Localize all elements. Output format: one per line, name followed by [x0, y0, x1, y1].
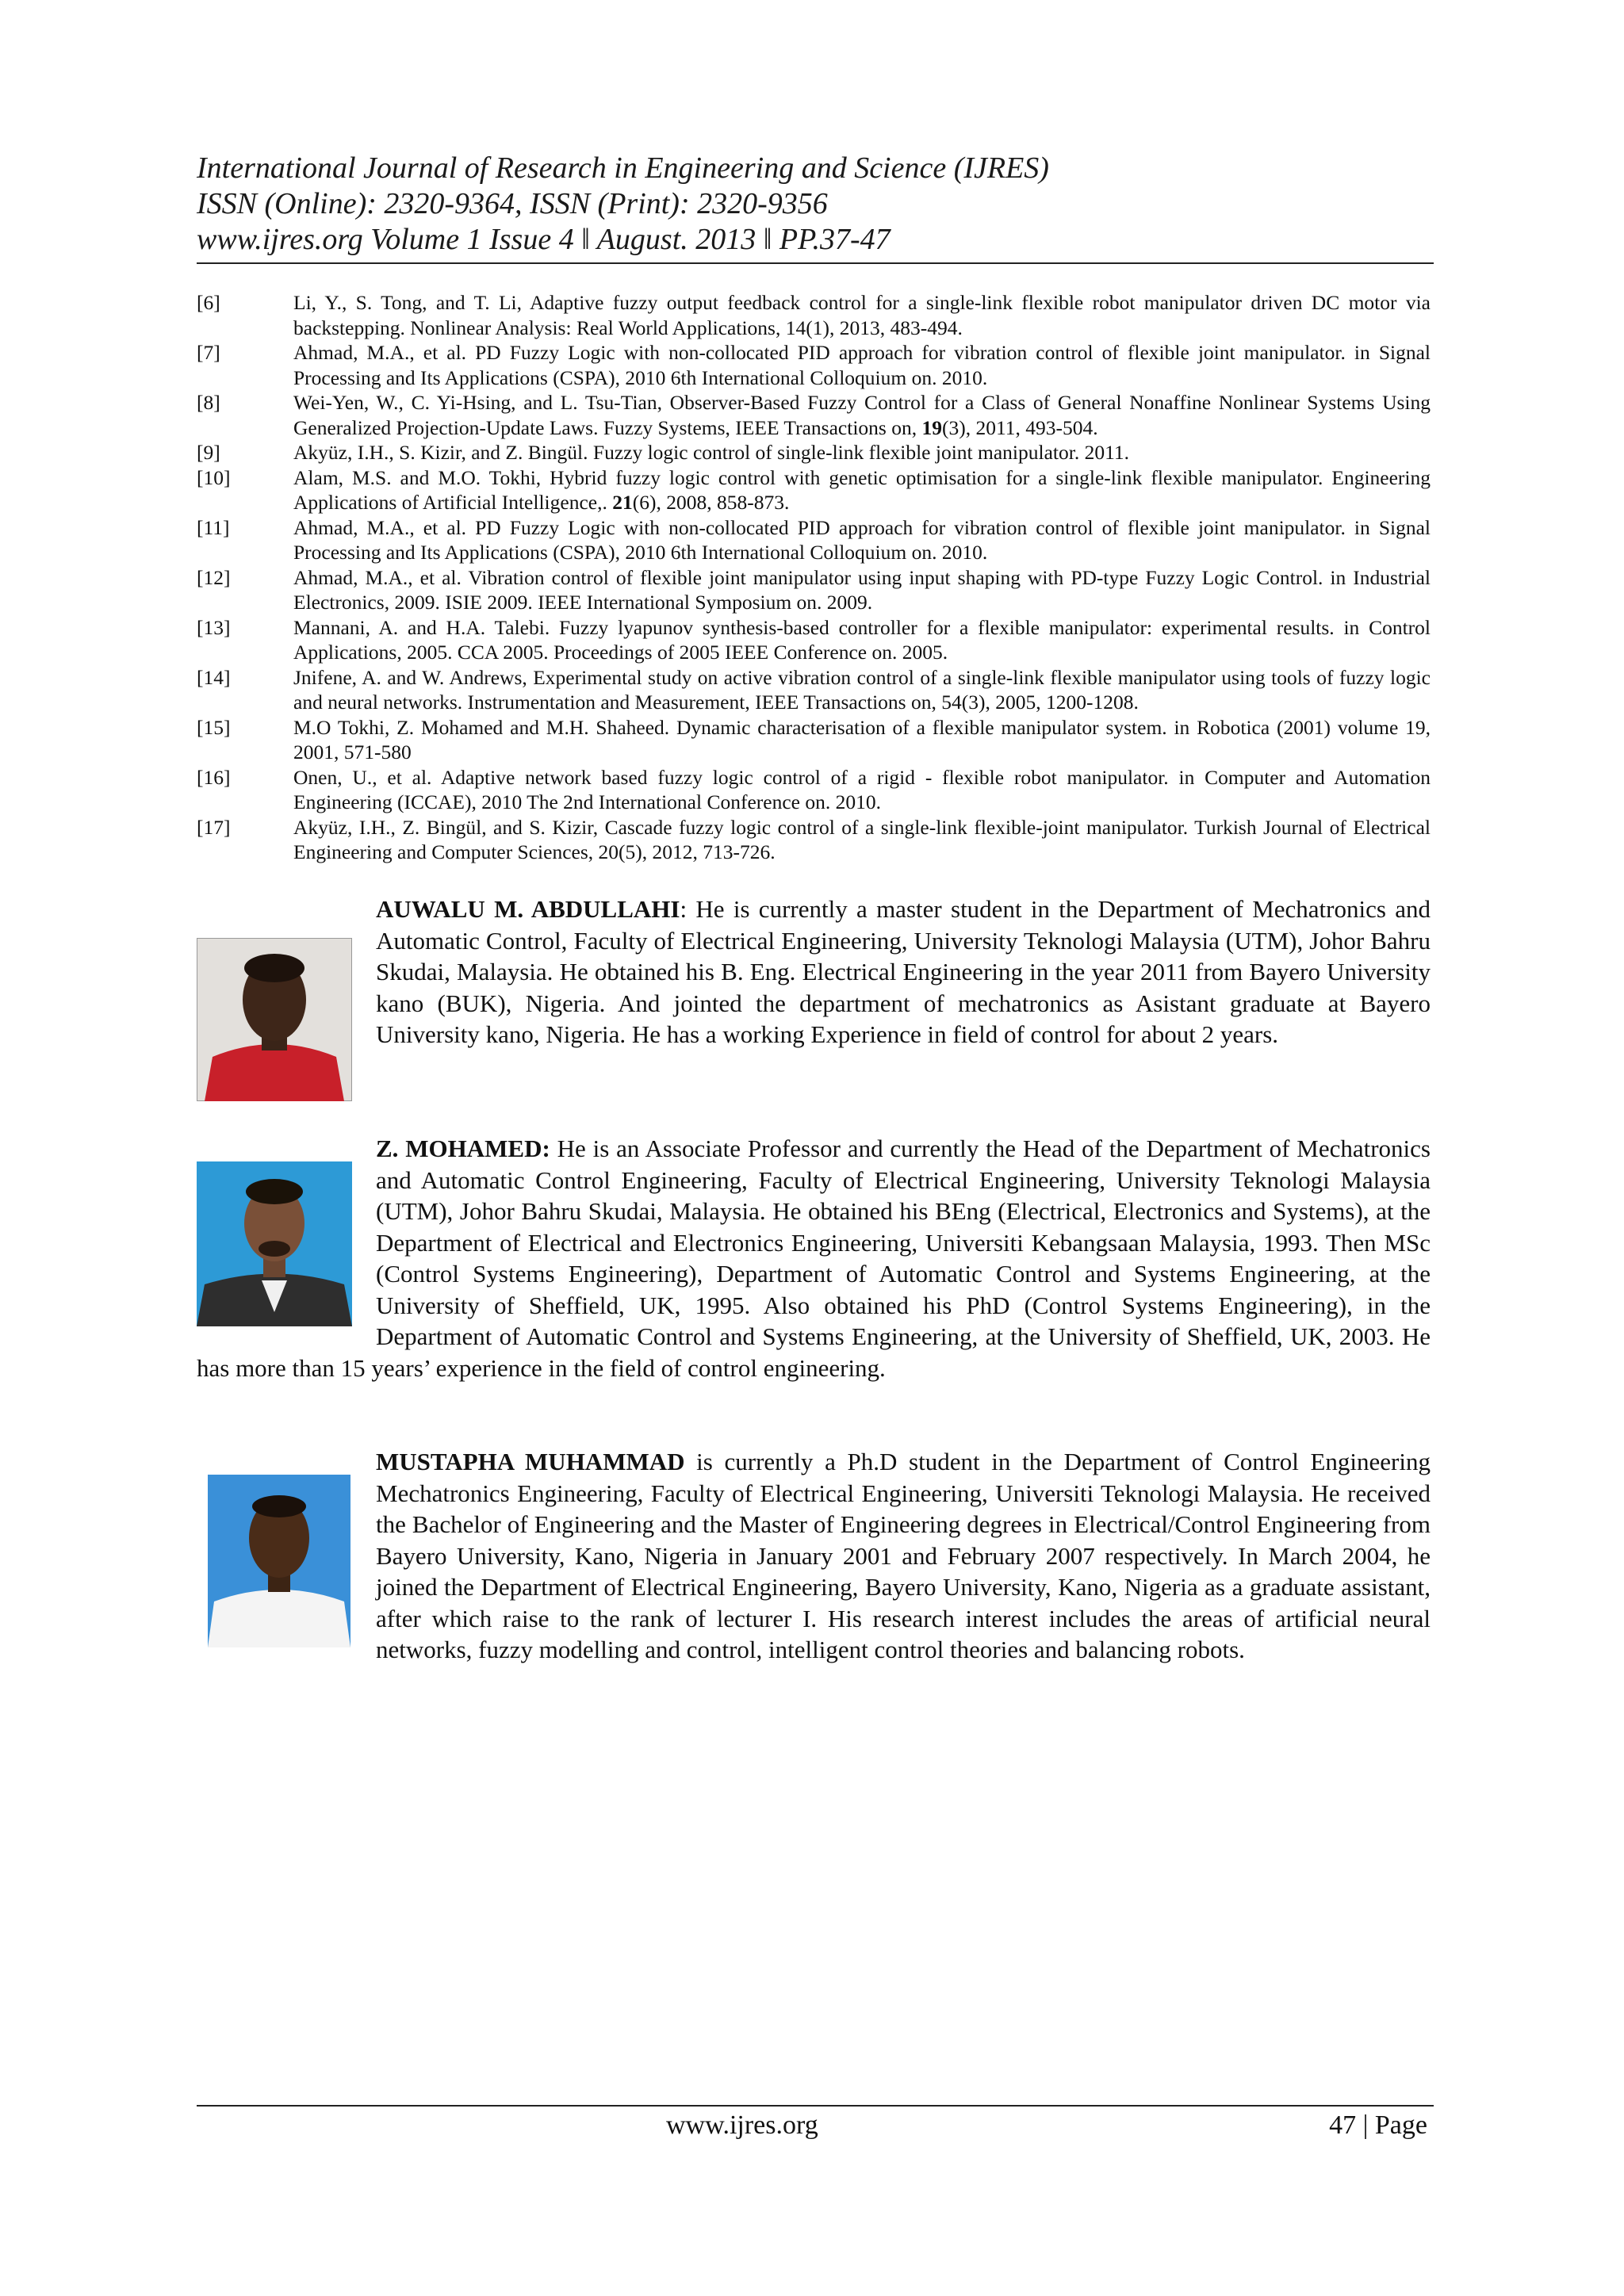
reference-text: M.O Tokhi, Z. Mohamed and M.H. Shaheed. Dynamic characterisation of a flexible manipulator system. in Robotica (2001) volume 19, 2001, 571-580 — [293, 715, 1431, 763]
reference-number: [12] — [197, 565, 231, 589]
reference-number: [10] — [197, 465, 231, 489]
header-divider — [197, 262, 1434, 264]
reference-volume: 19 — [921, 415, 942, 439]
reference-item — [197, 765, 1431, 815]
reference-volume: 21 — [612, 491, 633, 514]
reference-number: [8] — [197, 391, 220, 414]
reference-number: [9] — [197, 441, 220, 464]
reference-item — [197, 715, 1431, 765]
reference-text-pre: Wei-Yen, W., C. Yi-Hsing, and L. Tsu-Tian, Observer-Based Fuzzy Control for a Class of General Nonaffine Nonlinear Systems Using Generalized Projection-Update Laws. Fuzzy Systems, IEEE Transactions on, — [293, 391, 1431, 439]
author-name: MUSTAPHA MUHAMMAD — [376, 1448, 685, 1475]
journal-header — [197, 151, 1434, 258]
reference-text: Akyüz, I.H., S. Kizir, and Z. Bingül. Fuzzy logic control of single-link flexible joint manipulator. 2011. — [293, 441, 1129, 464]
reference-item — [197, 665, 1431, 715]
reference-text: Akyüz, I.H., Z. Bingül, and S. Kizir, Cascade fuzzy logic control of a single-link flexible-joint manipulator. Turkish Journal of Electrical Engineering and Computer Sciences, 20(5), 2012, 713-726. — [293, 815, 1431, 863]
reference-list — [197, 290, 1431, 865]
author-name: Z. MOHAMED: — [376, 1135, 550, 1162]
reference-item — [197, 815, 1431, 865]
page-number: 47 | Page — [1329, 2110, 1427, 2140]
author-photo — [197, 1161, 352, 1326]
reference-text-post: (6), 2008, 858-873. — [632, 491, 790, 514]
author-description: He is currently a master student in the Department of Mechatronics and Automatic Control, Faculty of Electrical Engineering, University Teknologi Malaysia (UTM), Johor Bahru Skudai, Malaysia. He obtained his B. Eng. Electrical Engineering in the year 2011 from Bayero University kano (BUK), Nigeria. And jointed the department of mechatronics as Asistant graduate at Bayero University kano, Nigeria. He has a working Experience in field of control for about 2 years. — [376, 895, 1431, 1048]
reference-number: [16] — [197, 765, 231, 789]
reference-text — [293, 390, 1431, 440]
footer-divider — [197, 2105, 1434, 2107]
reference-item — [197, 440, 1431, 465]
author-bio — [197, 894, 1431, 1104]
reference-number: [13] — [197, 615, 231, 639]
journal-issn: ISSN (Online): 2320-9364, ISSN (Print): 2320-9356 — [197, 187, 828, 220]
author-bio — [197, 1133, 1431, 1383]
reference-text: Ahmad, M.A., et al. PD Fuzzy Logic with non-collocated PID approach for vibration control of flexible joint manipulator. in Signal Processing and Its Applications (CSPA), 2010 6th International Colloquium on. 2010. — [293, 341, 1431, 389]
journal-title: International Journal of Research in Engineering and Science (IJRES) — [197, 151, 1049, 185]
reference-number: [7] — [197, 341, 220, 364]
journal-issue: www.ijres.org Volume 1 Issue 4 ǁ August. 2013 ǁ PP.37-47 — [197, 223, 891, 256]
reference-text: Li, Y., S. Tong, and T. Li, Adaptive fuzzy output feedback control for a single-link flexible robot manipulator driven DC motor via backstepping. Nonlinear Analysis: Real World Applications, 14(1), 2013, 483-494. — [293, 291, 1431, 339]
reference-number: [6] — [197, 291, 220, 314]
reference-item — [197, 565, 1431, 615]
reference-item — [197, 340, 1431, 390]
reference-number: [11] — [197, 515, 230, 539]
reference-item — [197, 465, 1431, 515]
author-description: is currently a Ph.D student in the Department of Control Engineering Mechatronics Engineering, Faculty of Electrical Engineering, Universiti Teknologi Malaysia. He received the Bachelor of Engineering and the Master of Engineering degrees in Electrical/Control Engineering from Bayero University, Kano, Nigeria in January 2001 and February 2007 respectively. In March 2004, he joined the Department of Electrical Engineering, Bayero University, Kano, Nigeria as a graduate assistant, after which raise to the rank of lecturer I. His research interest includes the areas of artificial neural networks, fuzzy modelling and control, intelligent control theories and balancing robots. — [376, 1448, 1431, 1663]
reference-text: Ahmad, M.A., et al. PD Fuzzy Logic with non-collocated PID approach for vibration control of flexible joint manipulator. in Signal Processing and Its Applications (CSPA), 2010 6th International Colloquium on. 2010. — [293, 515, 1431, 564]
reference-number: [17] — [197, 815, 231, 839]
name-separator: : — [680, 895, 688, 923]
reference-text — [293, 465, 1431, 515]
author-photo — [197, 938, 352, 1101]
reference-item — [197, 390, 1431, 440]
reference-item — [197, 515, 1431, 565]
reference-item — [197, 615, 1431, 665]
author-description: He is an Associate Professor and currently the Head of the Department of Mechatronics and Automatic Control Engineering, Faculty of Electrical Engineering, University Teknologi Malaysia (UTM), Johor Bahru Skudai, Malaysia. He obtained his BEng (Electrical, Electronics and Systems), at the Department of Electrical and Electronics Engineering, Universiti Kebangsaan Malaysia, 1993. Then MSc (Control Systems Engineering), Department of Automatic Control and Systems Engineering, at the University of Sheffield, UK, 1995. Also obtained his PhD (Control Systems Engineering), in the Department of Automatic Control and Systems Engineering, at the University of Sheffield, UK, 2003. He has more than 15 years’ experience in the field of control engineering. — [197, 1135, 1431, 1382]
reference-text: Mannani, A. and H.A. Talebi. Fuzzy lyapunov synthesis-based controller for a flexible manipulator: experimental results. in Control Applications, 2005. CCA 2005. Proceedings of 2005 IEEE Conference on. 2005. — [293, 615, 1431, 664]
reference-text-pre: Alam, M.S. and M.O. Tokhi, Hybrid fuzzy logic control with genetic optimisation for a single-link flexible manipulator. Engineering Applications of Artificial Intelligence,. — [293, 465, 1431, 514]
reference-text: Onen, U., et al. Adaptive network based fuzzy logic control of a rigid - flexible robot manipulator. in Computer and Automation Engineering (ICCAE), 2010 The 2nd International Conference on. 2010. — [293, 765, 1431, 813]
footer-website: www.ijres.org — [666, 2110, 818, 2140]
reference-text: Jnifene, A. and W. Andrews, Experimental study on active vibration control of a single-link flexible manipulator using tools of fuzzy logic and neural networks. Instrumentation and Measurement, IEEE Transactions on, 54(3), 2005, 1200-1208. — [293, 665, 1431, 714]
reference-text: Ahmad, M.A., et al. Vibration control of flexible joint manipulator using input shaping with PD-type Fuzzy Logic Control. in Industrial Electronics, 2009. ISIE 2009. IEEE International Symposium on. 2009. — [293, 565, 1431, 614]
reference-item — [197, 290, 1431, 340]
author-photo — [208, 1475, 350, 1647]
reference-text-post: (3), 2011, 493-504. — [941, 415, 1098, 439]
author-name: AUWALU M. ABDULLAHI — [376, 895, 680, 923]
author-bio — [197, 1446, 1431, 1666]
reference-number: [15] — [197, 715, 231, 739]
reference-number: [14] — [197, 665, 231, 689]
